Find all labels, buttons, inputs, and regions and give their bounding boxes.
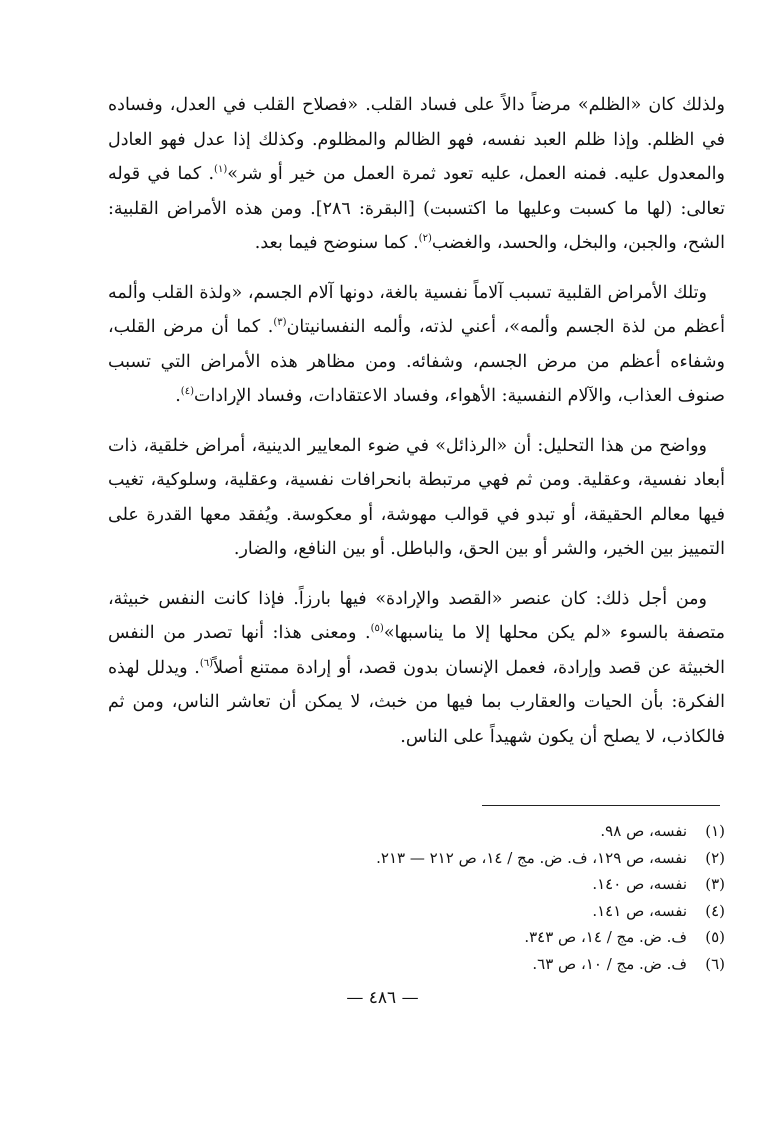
text-run: . ويدلل لهذه الفكرة: بأن الحيات والعقارب بما فيها من خبث، لا يمكن أن تعاشر الناس، ومن ثم فالكاذب، لا يصلح أن يكون شهيداً على الناس. bbox=[108, 657, 725, 747]
text-run: . كما في قوله تعالى: (لها ما كسبت وعليها ما اكتسبت) [البقرة: ٢٨٦]. ومن هذه الأمراض القلبية: الشح، والجبن، والبخل، والحسد، والغضب bbox=[108, 164, 725, 253]
main-text bbox=[108, 88, 725, 754]
text-run: . كما سنوضح فيما بعد. bbox=[254, 233, 419, 253]
footnote-text: ف. ض. مج / ١٤، ص ٣٤٣. bbox=[524, 928, 687, 946]
footnote-text: نفسه، ص ١٤٠. bbox=[592, 875, 687, 893]
footnote-marker: (٤) bbox=[180, 386, 194, 398]
text-run: . ومعنى هذا: أنها تصدر من النفس الخبيثة عن قصد وإرادة، فعمل الإنسان بدون قصد، أو إرادة ممتنع أصلاً bbox=[108, 623, 725, 678]
footnote-separator bbox=[482, 805, 720, 806]
footnote-number: (١) bbox=[705, 822, 725, 840]
footnote-number: (٢) bbox=[705, 848, 725, 867]
footnote-marker: (٦) bbox=[199, 657, 214, 669]
footnote-number: (٤) bbox=[705, 901, 725, 920]
footnote bbox=[150, 818, 725, 845]
text-run: . كما أن مرض القلب، وشفاءه أعظم من مرض الجسم، وشفائه. ومن مظاهر هذه الأمراض التي تسبب صنوف العذاب، والآلام النفسية: الأهواء، وفساد الاعتقادات، وفساد الإرادات bbox=[108, 317, 725, 406]
footnote-text: ف. ض. مج / ١٠، ص ٦٣. bbox=[532, 954, 687, 973]
paragraph bbox=[108, 582, 725, 755]
paragraph bbox=[108, 276, 725, 414]
text-run: وتلك الأمراض القلبية تسبب آلاماً نفسية بالغة، دونها آلام الجسم، «ولذة القلب وألمه أعظم من لذة الجسم وألمه»، أعني لذته، وألمه النفسانيتان bbox=[108, 282, 726, 337]
footnote-marker: (٣) bbox=[273, 317, 287, 329]
text-run: ولذلك كان «الظلم» مرضاً دالاً على فساد القلب. «فصلاح القلب في العدل، وفساده في الظلم. وإذا ظلم العبد نفسه، فهو الظالم والمظلوم. وكذلك إذا عدل فهو العادل والمعدول عليه. فمنه العمل، عليه تعود ثمرة العمل من خير أو شر» bbox=[108, 95, 725, 184]
footnote-text: نفسه، ص ١٢٩، ف. ض. مج / ١٤، ص ٢١٢ — ٢١٣. bbox=[376, 848, 687, 867]
footnote bbox=[150, 924, 725, 951]
footnotes-list bbox=[150, 818, 725, 977]
text-run: . bbox=[175, 386, 181, 406]
footnote bbox=[150, 898, 725, 925]
footnote-text: نفسه، ص ١٤١. bbox=[592, 901, 687, 920]
paragraph bbox=[108, 429, 725, 567]
footnote-number: (٦) bbox=[705, 954, 725, 973]
paragraph bbox=[108, 88, 725, 261]
footnote-text: نفسه، ص ٩٨. bbox=[600, 822, 687, 840]
footnote bbox=[150, 951, 725, 978]
footnote-number: (٣) bbox=[705, 875, 725, 893]
footnote-number: (٥) bbox=[705, 928, 725, 946]
page-number: — ٤٨٦ — bbox=[346, 988, 419, 1008]
footnote-marker: (١) bbox=[214, 164, 228, 176]
footnote-marker: (٥) bbox=[370, 623, 384, 635]
footnote bbox=[150, 871, 725, 898]
footnote-marker: (٢) bbox=[418, 233, 432, 245]
footnote bbox=[150, 845, 725, 872]
text-run: وواضح من هذا التحليل: أن «الرذائل» في ضوء المعايير الدينية، أمراض خلقية، ذات أبعاد نفسية، وعقلية. ومن ثم فهي مرتبطة بانحرافات نفسية، وعقلية، وسلوكية، تغيب فيها معالم الحقيقة، أو تبدو في قوالب مهوشة، أو معكوسة. ويُفقد معها القدرة على التمييز بين الخير، والشر أو بين الحق، والباطل. أو بين النافع، والضار. bbox=[108, 435, 725, 559]
text-run: ومن أجل ذلك: كان عنصر «القصد والإرادة» فيها بارزاً. فإذا كانت النفس خبيثة، متصفة بالسوء «لم يكن محلها إلا ما يناسبها» bbox=[108, 588, 725, 643]
